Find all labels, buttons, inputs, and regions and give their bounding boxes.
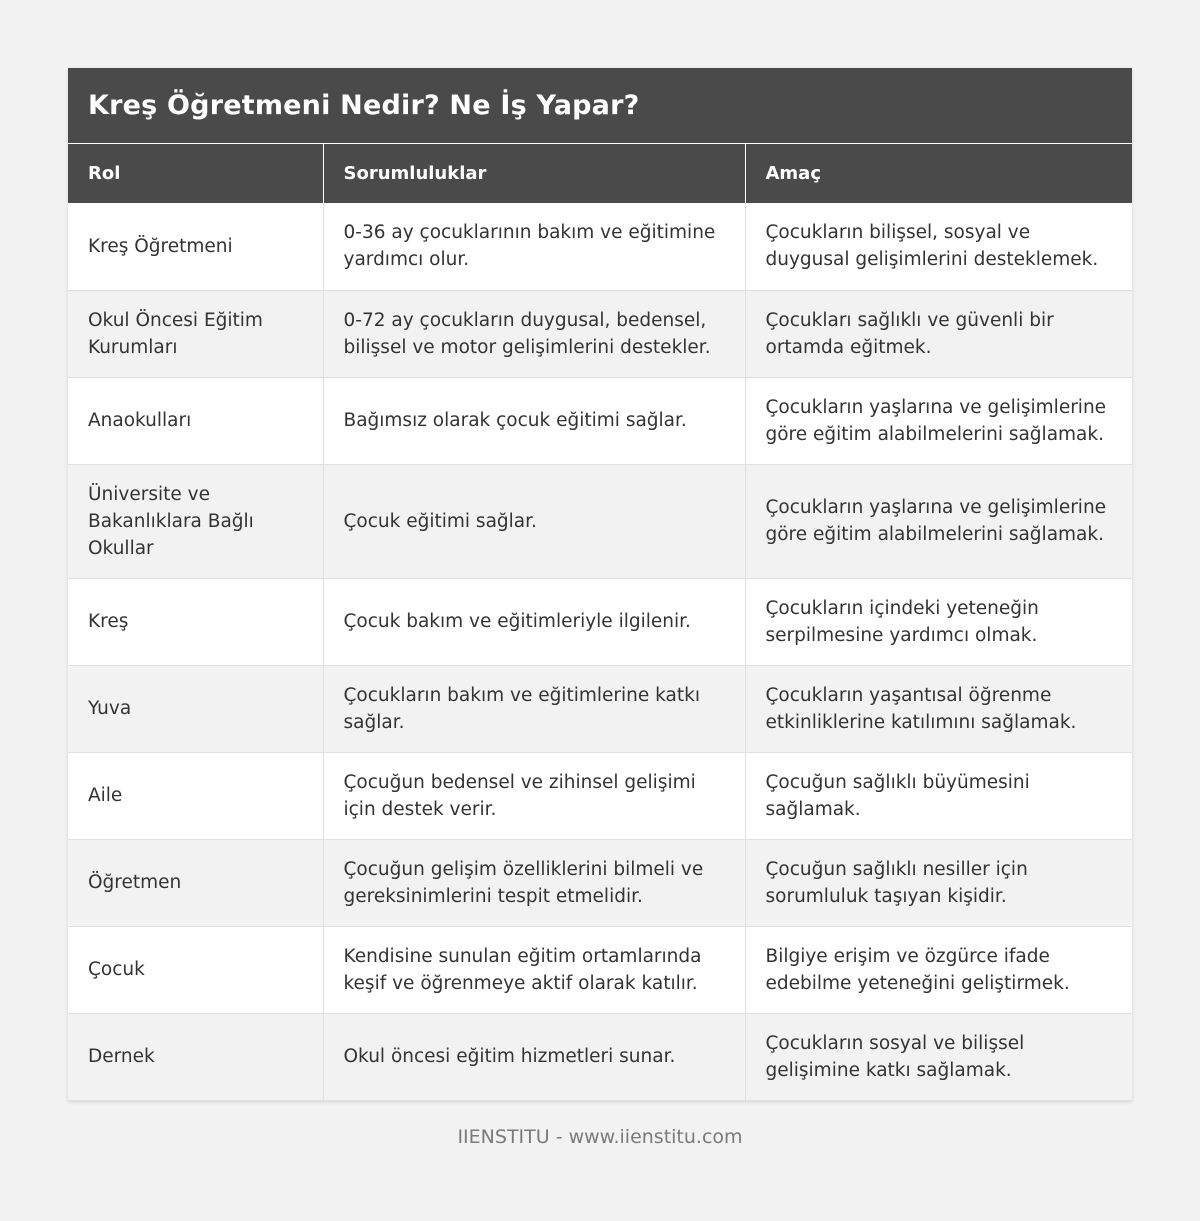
footer-credit: IIENSTITU - www.iienstitu.com bbox=[457, 1126, 743, 1148]
table-title: Kreş Öğretmeni Nedir? Ne İş Yapar? bbox=[88, 90, 640, 121]
cell-rol: Yuva bbox=[68, 665, 323, 752]
cell-amac: Çocukların içindeki yeteneğin serpilmesine yardımcı olmak. bbox=[745, 578, 1132, 665]
cell-sorumluluk: Çocuğun gelişim özelliklerini bilmeli ve gereksinimlerini tespit etmelidir. bbox=[323, 839, 745, 926]
cell-amac: Çocuğun sağlıklı nesiller için sorumluluk taşıyan kişidir. bbox=[745, 839, 1132, 926]
title-bar bbox=[68, 68, 1132, 144]
table-row bbox=[68, 464, 1132, 578]
cell-amac: Bilgiye erişim ve özgürce ifade edebilme yeteneğini geliştirmek. bbox=[745, 926, 1132, 1013]
cell-sorumluluk: Çocuk eğitimi sağlar. bbox=[323, 464, 745, 578]
cell-rol: Üniversite ve Bakanlıklara Bağlı Okullar bbox=[68, 464, 323, 578]
cell-rol: Aile bbox=[68, 752, 323, 839]
table-row bbox=[68, 1013, 1132, 1100]
header-row bbox=[68, 144, 1132, 203]
table-row bbox=[68, 926, 1132, 1013]
cell-rol: Kreş Öğretmeni bbox=[68, 203, 323, 290]
table-row bbox=[68, 578, 1132, 665]
cell-sorumluluk: 0-72 ay çocukların duygusal, bedensel, bilişsel ve motor gelişimlerini destekler. bbox=[323, 290, 745, 377]
cell-sorumluluk: Çocuğun bedensel ve zihinsel gelişimi için destek verir. bbox=[323, 752, 745, 839]
cell-rol: Kreş bbox=[68, 578, 323, 665]
cell-rol: Öğretmen bbox=[68, 839, 323, 926]
cell-amac: Çocukların yaşantısal öğrenme etkinliklerine katılımını sağlamak. bbox=[745, 665, 1132, 752]
column-header-rol: Rol bbox=[68, 144, 323, 203]
cell-amac: Çocuğun sağlıklı büyümesini sağlamak. bbox=[745, 752, 1132, 839]
cell-rol: Okul Öncesi Eğitim Kurumları bbox=[68, 290, 323, 377]
table-row bbox=[68, 203, 1132, 290]
cell-rol: Anaokulları bbox=[68, 377, 323, 464]
cell-sorumluluk: Bağımsız olarak çocuk eğitimi sağlar. bbox=[323, 377, 745, 464]
table-row bbox=[68, 839, 1132, 926]
cell-sorumluluk: Çocukların bakım ve eğitimlerine katkı sağlar. bbox=[323, 665, 745, 752]
cell-amac: Çocukların bilişsel, sosyal ve duygusal gelişimlerini desteklemek. bbox=[745, 203, 1132, 290]
cell-rol: Çocuk bbox=[68, 926, 323, 1013]
data-table bbox=[68, 144, 1132, 1101]
cell-amac: Çocukların yaşlarına ve gelişimlerine göre eğitim alabilmelerini sağlamak. bbox=[745, 377, 1132, 464]
table-row bbox=[68, 290, 1132, 377]
cell-amac: Çocukları sağlıklı ve güvenli bir ortamda eğitmek. bbox=[745, 290, 1132, 377]
cell-amac: Çocukların sosyal ve bilişsel gelişimine katkı sağlamak. bbox=[745, 1013, 1132, 1100]
table-row bbox=[68, 665, 1132, 752]
table-row bbox=[68, 752, 1132, 839]
table-row bbox=[68, 377, 1132, 464]
cell-sorumluluk: Kendisine sunulan eğitim ortamlarında keşif ve öğrenmeye aktif olarak katılır. bbox=[323, 926, 745, 1013]
cell-sorumluluk: 0-36 ay çocuklarının bakım ve eğitimine yardımcı olur. bbox=[323, 203, 745, 290]
cell-sorumluluk: Çocuk bakım ve eğitimleriyle ilgilenir. bbox=[323, 578, 745, 665]
cell-rol: Dernek bbox=[68, 1013, 323, 1100]
column-header-amac: Amaç bbox=[745, 144, 1132, 203]
cell-sorumluluk: Okul öncesi eğitim hizmetleri sunar. bbox=[323, 1013, 745, 1100]
cell-amac: Çocukların yaşlarına ve gelişimlerine göre eğitim alabilmelerini sağlamak. bbox=[745, 464, 1132, 578]
column-header-sorumluluklar: Sorumluluklar bbox=[323, 144, 745, 203]
table-card bbox=[68, 68, 1132, 1101]
